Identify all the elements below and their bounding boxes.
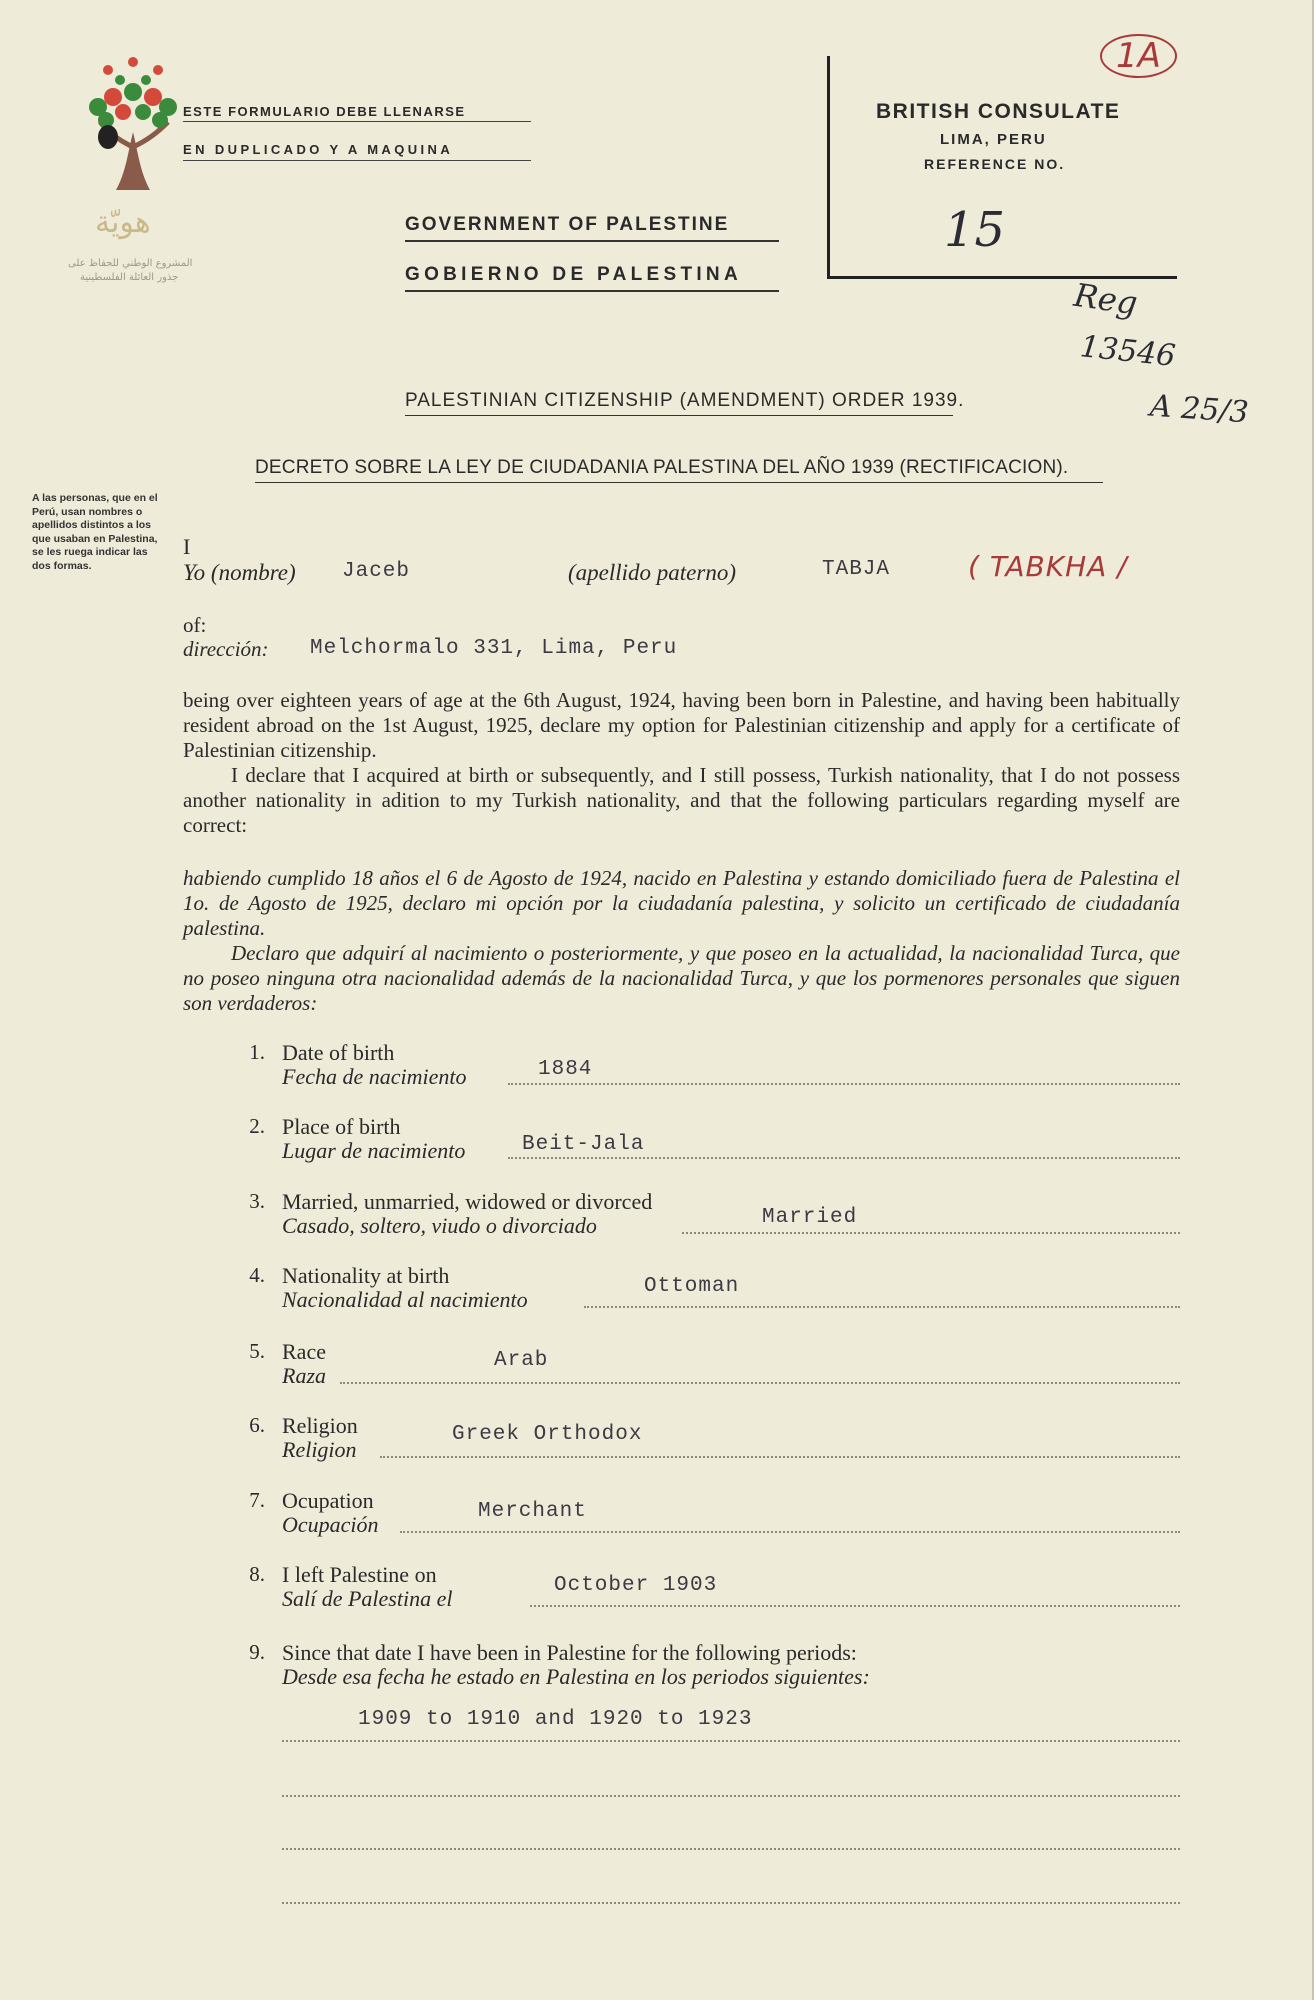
i-label: I <box>183 534 191 559</box>
consulate-city: LIMA, PERU <box>940 131 1047 148</box>
item-dotted-line <box>282 1848 1180 1850</box>
list-item-date-of-birth <box>240 1040 1180 1092</box>
item-dotted-line <box>530 1605 1180 1607</box>
logo-arabic-subtitle-2: جذور العائلة الفلسطينية <box>80 272 179 283</box>
reg-note-line-2: 13546 <box>1078 329 1178 374</box>
item-number: 6. <box>249 1413 265 1437</box>
item-value: 1909 to 1910 and 1920 to 1923 <box>358 1708 753 1731</box>
item-label-spanish: Casado, soltero, viudo o divorciado <box>282 1213 597 1238</box>
initials-note: A 25/3 <box>1148 388 1250 431</box>
name-value: Jaceb <box>342 560 411 583</box>
heritage-tree-logo <box>78 52 188 202</box>
spanish-paragraph-2: Declaro que adquirí al nacimiento o posteriormente, y que poseo en la actualidad, la nacionalidad Turca, que no poseo ninguna otra nacionalidad además de la nacionalidad Turca, y que los pormenores personales que siguen son verdaderos: <box>183 941 1180 1015</box>
spanish-paragraph-1: habiendo cumplido 18 años el 6 de Agosto de 1924, nacido en Palestina y estando domiciliado fuera de Palestina el 1o. de Agosto de 1925, declaro mi opción por la ciudadanía palestina, y solicito un certificado de ciudadanía palestina. <box>183 866 1180 940</box>
order-title-spanish: DECRETO SOBRE LA LEY DE CIUDADANIA PALESTINA DEL AÑO 1939 (RECTIFICACION). <box>255 457 1069 478</box>
item-number: 5. <box>249 1339 265 1363</box>
item-label-english: Religion <box>282 1413 358 1438</box>
consulate-name: BRITISH CONSULATE <box>876 100 1121 123</box>
item-dotted-line <box>380 1456 1180 1458</box>
reference-number: 15 <box>944 202 1006 258</box>
surname-label: (apellido paterno) <box>568 560 736 585</box>
item-label-spanish: Fecha de nacimiento <box>282 1064 467 1089</box>
item-number: 7. <box>249 1488 265 1512</box>
government-english-underline <box>405 240 779 242</box>
item-dotted-line <box>282 1740 1180 1742</box>
item-label-english: Race <box>282 1339 326 1364</box>
item-dotted-line <box>682 1232 1180 1234</box>
item-value: Arab <box>494 1349 549 1372</box>
item-label-english: Ocupation <box>282 1488 374 1513</box>
reference-label: REFERENCE NO. <box>924 156 1066 172</box>
of-label: of: <box>183 613 207 637</box>
item-dotted-line <box>282 1902 1180 1904</box>
item-value: Married <box>762 1206 858 1229</box>
item-label-english: Place of birth <box>282 1114 401 1139</box>
item-dotted-line <box>340 1382 1180 1384</box>
item-number: 3. <box>249 1189 265 1213</box>
item-number: 2. <box>249 1114 265 1138</box>
list-item-nationality-at-birth <box>240 1263 1180 1315</box>
item-dotted-line <box>508 1083 1180 1085</box>
item-label-spanish: Nacionalidad al nacimiento <box>282 1287 528 1312</box>
item-label-spanish: Religion <box>282 1437 357 1462</box>
list-item-marital-status <box>240 1189 1180 1241</box>
list-item-religion <box>240 1413 1180 1465</box>
instruction-underline-2 <box>183 160 531 161</box>
item-value: Greek Orthodox <box>452 1423 643 1446</box>
surname-handwritten: ( TABKHA / <box>968 550 1128 583</box>
consulate-box-left-border <box>827 56 830 278</box>
item-label-english: Nationality at birth <box>282 1263 450 1288</box>
name-label: Yo (nombre) <box>183 560 296 585</box>
instruction-line-2: EN DUPLICADO Y A MAQUINA <box>183 142 454 157</box>
surname-value: TABJA <box>822 558 891 581</box>
item-label-english: Married, unmarried, widowed or divorced <box>282 1189 653 1214</box>
item-number: 4. <box>249 1263 265 1287</box>
item-dotted-line <box>282 1795 1180 1797</box>
item-value: 1884 <box>538 1058 593 1081</box>
item-label-english: I left Palestine on <box>282 1562 437 1587</box>
instruction-underline-1 <box>183 121 531 122</box>
order-title-spanish-underline <box>255 482 1103 483</box>
address-label: dirección: <box>183 637 269 661</box>
item-label-english: Date of birth <box>282 1040 395 1065</box>
item-label-spanish: Salí de Palestina el <box>282 1586 453 1611</box>
english-paragraph-2: I declare that I acquired at birth or subsequently, and I still possess, Turkish nationality, that I do not possess another nationality in adition to my Turkish nationality, and that the following particulars regarding myself are correct: <box>183 763 1180 837</box>
government-spanish: GOBIERNO DE PALESTINA <box>405 264 742 285</box>
list-item-occupation <box>240 1488 1180 1540</box>
item-number: 1. <box>249 1040 265 1064</box>
item-number: 8. <box>249 1562 265 1586</box>
logo-arabic-subtitle-1: المشروع الوطني للحفاظ على <box>68 258 193 269</box>
item-label-spanish: Lugar de nacimiento <box>282 1138 466 1163</box>
item-label-english: Since that date I have been in Palestine for the following periods: <box>282 1640 857 1665</box>
tree-icon <box>78 52 188 202</box>
item-dotted-line <box>584 1306 1180 1308</box>
side-note: A las personas, que en el Perú, usan nombres o apellidos distintos a los que usaban en Palestina, se les ruega indicar las dos formas. <box>32 492 158 572</box>
consulate-box-bottom-border <box>827 276 1177 279</box>
item-label-spanish: Ocupación <box>282 1512 379 1537</box>
item-dotted-line <box>400 1531 1180 1533</box>
english-paragraph-1: being over eighteen years of age at the 6th August, 1924, having been born in Palestine, and having been habitually resident abroad on the 1st August, 1925, declare my option for Palestinian citizenship and apply for a certificate of Palestinian citizenship. <box>183 688 1180 762</box>
item-number: 9. <box>249 1640 265 1664</box>
list-item-periods-in-palestine <box>240 1640 1180 1910</box>
item-value: Ottoman <box>644 1275 740 1298</box>
government-english: GOVERNMENT OF PALESTINE <box>405 214 730 235</box>
government-spanish-underline <box>405 290 779 292</box>
list-item-race <box>240 1339 1180 1391</box>
list-item-place-of-birth <box>240 1114 1180 1166</box>
top-corner-mark: 1A <box>1100 34 1177 78</box>
address-value: Melchormalo 331, Lima, Peru <box>310 637 678 660</box>
order-title-english-underline <box>405 415 953 416</box>
order-title-english: PALESTINIAN CITIZENSHIP (AMENDMENT) ORDER 1939. <box>405 390 965 411</box>
logo-arabic-title: هويّة <box>95 205 151 240</box>
list-item-left-palestine <box>240 1562 1180 1614</box>
instruction-line-1: ESTE FORMULARIO DEBE LLENARSE <box>183 104 466 119</box>
item-label-spanish: Raza <box>282 1363 326 1388</box>
item-value: Beit-Jala <box>522 1133 645 1156</box>
item-dotted-line <box>508 1157 1180 1159</box>
item-value: October 1903 <box>554 1574 718 1597</box>
item-label-spanish: Desde esa fecha he estado en Palestina en los periodos siguientes: <box>282 1664 870 1689</box>
item-value: Merchant <box>478 1500 587 1523</box>
reg-note-line-1: Reg <box>1071 275 1140 323</box>
